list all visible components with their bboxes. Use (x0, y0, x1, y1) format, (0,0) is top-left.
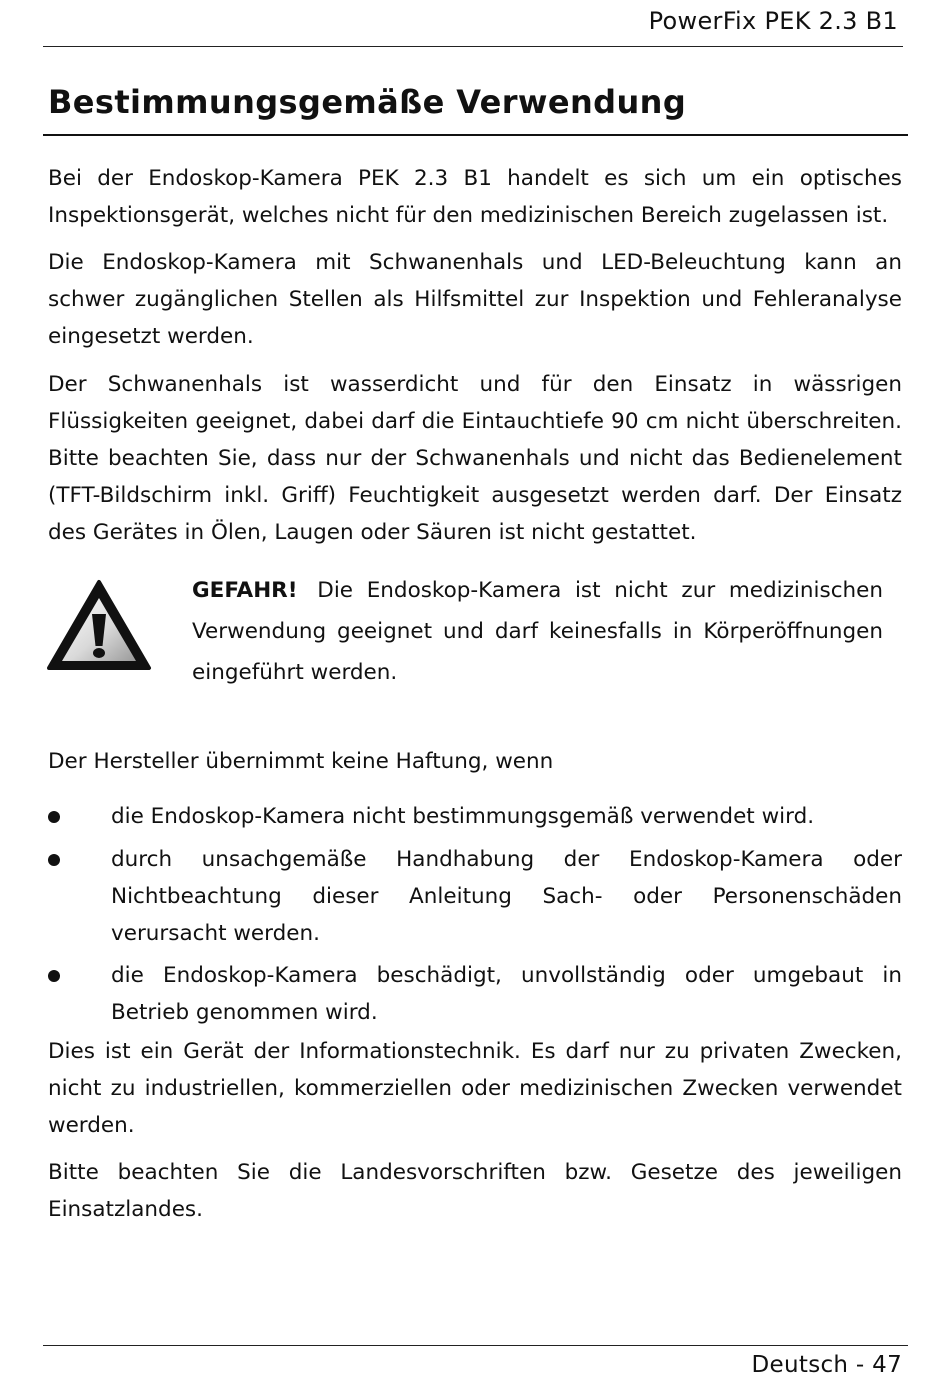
warning-message: Die Endoskop-Kamera ist nicht zur medizinischen Verwendung geeignet und darf keinesfalls in Körperöffnungen eingeführt werden. (192, 578, 884, 685)
bullet-icon (48, 970, 60, 982)
list-item-text: die Endoskop-Kamera beschädigt, unvollständig oder umgebaut in Betrieb genommen wird. (111, 963, 902, 1025)
intro-paragraph: Bei der Endoskop-Kamera PEK 2.3 B1 handelt es sich um ein optisches Inspektionsgerät, welches nicht für den medizinischen Bereich zugelassen ist. (48, 166, 902, 228)
list-item (48, 957, 902, 1031)
liability-list (48, 798, 902, 1037)
regulations-paragraph: Bitte beachten Sie die Landesvorschriften bzw. Gesetze des jeweiligen Einsatzlandes. (48, 1160, 902, 1222)
warning-notice (192, 570, 883, 693)
it-device-paragraph: Dies ist ein Gerät der Informationstechnik. Es darf nur zu privaten Zwecken, nicht zu industriellen, kommerziellen oder medizinischen Zwecken verwendet werden. (48, 1039, 902, 1138)
list-item-text: die Endoskop-Kamera nicht bestimmungsgemäß verwendet wird. (111, 804, 815, 829)
waterproof-paragraph: Der Schwanenhals ist wasserdicht und für den Einsatz in wässrigen Flüssigkeiten geeignet, dabei darf die Eintauchtiefe 90 cm nicht überschreiten. Bitte beachten Sie, dass nur der Schwanenhals und nicht das Bedienelement (TFT-Bildschirm inkl. Griff) Feuchtigkeit ausgesetzt werden darf. Der Einsatz des Gerätes in Ölen, Laugen oder Säuren ist nicht gestattet. (48, 372, 902, 545)
list-item (48, 798, 902, 835)
list-item (48, 841, 902, 952)
title-divider (43, 134, 908, 136)
section-title: Bestimmungsgemäße Verwendung (48, 83, 687, 121)
running-header: PowerFix PEK 2.3 B1 (648, 7, 898, 35)
warning-label: GEFAHR! (192, 578, 298, 603)
liability-intro: Der Hersteller übernimmt keine Haftung, wenn (48, 749, 554, 774)
page-number: Deutsch - 47 (751, 1352, 902, 1378)
list-item-text: durch unsachgemäße Handhabung der Endoskop-Kamera oder Nichtbeachtung dieser Anleitung Sach- oder Personenschäden verursacht werden. (111, 847, 902, 946)
usage-paragraph: Die Endoskop-Kamera mit Schwanenhals und LED-Beleuchtung kann an schwer zugänglichen Stellen als Hilfsmittel zur Inspektion und Fehleranalyse eingesetzt werden. (48, 250, 902, 349)
header-divider (43, 46, 903, 47)
warning-triangle-icon (45, 578, 153, 674)
bullet-icon (48, 854, 60, 866)
bullet-icon (48, 811, 60, 823)
footer-divider (43, 1345, 908, 1346)
